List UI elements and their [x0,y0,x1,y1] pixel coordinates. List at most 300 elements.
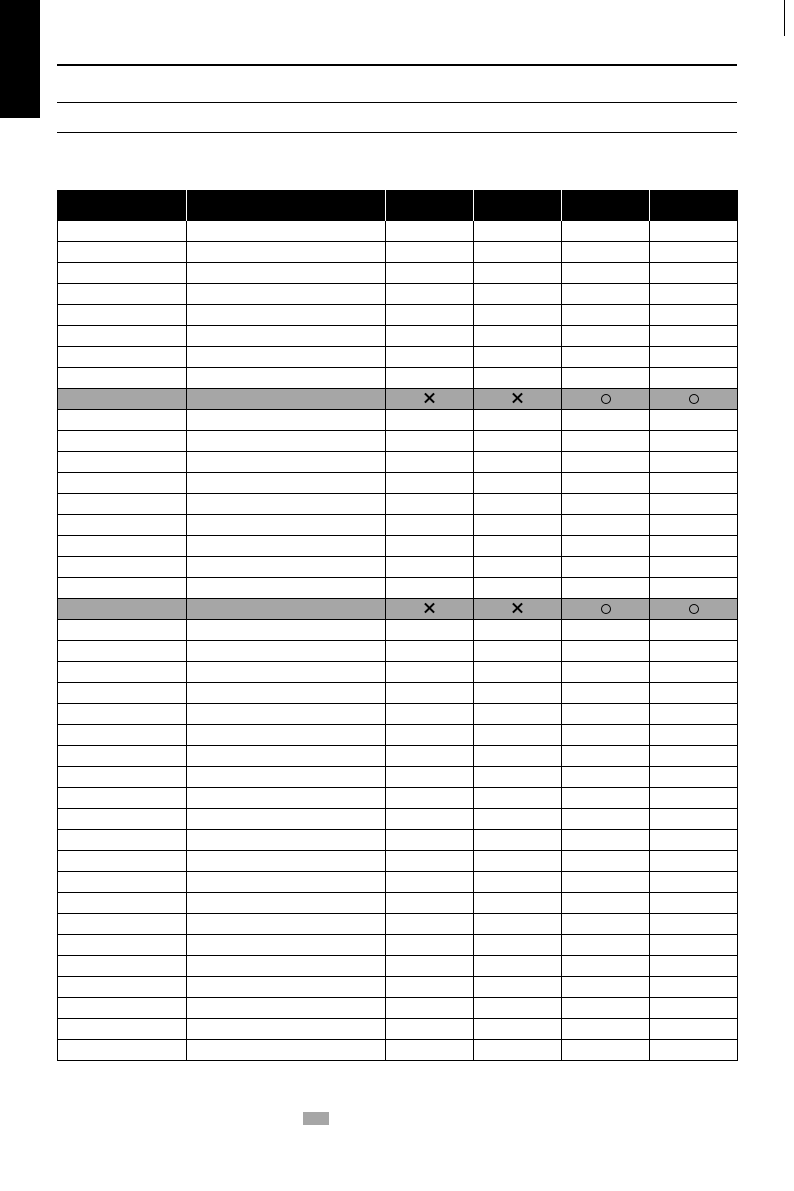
table-cell [386,578,474,599]
table-cell [650,977,738,998]
table-cell [386,914,474,935]
table-cell [187,578,386,599]
cross-icon [424,393,435,404]
table-cell [650,641,738,662]
table-cell [386,935,474,956]
header-rule-top [57,64,737,66]
table-row [58,578,738,599]
table-cell [187,284,386,305]
table-row [58,284,738,305]
table-cell [386,998,474,1019]
table-cell [562,893,650,914]
table-cell [187,641,386,662]
table-cell [58,368,187,389]
table-cell [187,704,386,725]
table-row [58,746,738,767]
table-cell [562,641,650,662]
table-row [58,263,738,284]
table-cell [187,473,386,494]
table-cell [187,221,386,242]
table-cell [650,704,738,725]
table-cell [187,263,386,284]
table-cell [474,767,562,788]
circle-icon [601,604,611,614]
table-cell [187,851,386,872]
table-row [58,305,738,326]
table-cell [474,683,562,704]
table-cell [187,662,386,683]
table-cell [650,830,738,851]
table-cell [386,872,474,893]
table-cell [562,914,650,935]
table-cell [562,830,650,851]
table-cell [187,914,386,935]
table-cell [474,221,562,242]
table-cell [187,347,386,368]
table-cell [474,305,562,326]
table-body [58,221,738,1061]
table-cell [187,893,386,914]
table-row [58,788,738,809]
table-cell [650,620,738,641]
table-cell [562,1040,650,1061]
table-row [58,725,738,746]
table-cell [650,851,738,872]
table-cell [386,368,474,389]
table-cell [562,284,650,305]
table-cell [386,599,474,620]
table-cell [187,725,386,746]
table-cell [650,599,738,620]
table-cell [562,935,650,956]
table-cell [58,242,187,263]
table-row [58,641,738,662]
table-cell [187,389,386,410]
table-cell [58,704,187,725]
table-cell [386,641,474,662]
table-cell [58,788,187,809]
cross-icon [512,393,523,404]
table-cell [386,536,474,557]
table-cell [187,494,386,515]
table-cell [474,620,562,641]
table-row [58,935,738,956]
table-cell [474,914,562,935]
table-row [58,851,738,872]
column-header-4 [474,190,562,221]
table-cell [474,809,562,830]
table-cell [58,557,187,578]
table-cell [650,725,738,746]
table-cell [474,599,562,620]
table-cell [386,704,474,725]
table-cell [386,473,474,494]
table-cell [58,494,187,515]
language-tab [0,0,40,118]
table-cell [187,368,386,389]
table-cell [562,788,650,809]
table-cell [386,452,474,473]
table-row [58,830,738,851]
table-row [58,956,738,977]
table-cell [187,977,386,998]
table-cell [58,452,187,473]
table-cell [474,410,562,431]
table-cell [386,725,474,746]
table-cell [187,956,386,977]
table-cell [562,326,650,347]
column-header-6 [650,190,738,221]
table-cell [187,599,386,620]
table-cell [562,767,650,788]
table-cell [187,410,386,431]
table-cell [58,851,187,872]
table-cell [650,536,738,557]
table-cell [650,473,738,494]
circle-icon [689,394,699,404]
table-cell [58,221,187,242]
table-cell [386,662,474,683]
column-header-1 [58,190,187,221]
table-cell [650,662,738,683]
table-cell [58,977,187,998]
table-cell [187,809,386,830]
table-cell [650,263,738,284]
table-cell [58,536,187,557]
table-cell [562,1019,650,1040]
table-cell [474,851,562,872]
table-cell [650,956,738,977]
table-cell [562,662,650,683]
table-cell [474,872,562,893]
table-row [58,389,738,410]
table-cell [562,599,650,620]
header-rule-middle [57,102,737,103]
table-cell [474,578,562,599]
table-cell [562,473,650,494]
table-cell [474,326,562,347]
table-cell [187,620,386,641]
table-cell [562,515,650,536]
table-cell [187,746,386,767]
table-row [58,977,738,998]
table-cell [650,452,738,473]
table-row [58,221,738,242]
table-cell [386,494,474,515]
table-cell [474,1040,562,1061]
table-cell [187,830,386,851]
table-cell [562,557,650,578]
table-cell [58,893,187,914]
table-row [58,515,738,536]
column-header-2 [187,190,386,221]
table-cell [562,536,650,557]
table-cell [650,1040,738,1061]
table-cell [562,410,650,431]
table-cell [474,746,562,767]
table-row [58,347,738,368]
table-cell [650,410,738,431]
table-cell [58,515,187,536]
table-cell [58,431,187,452]
table-cell [562,494,650,515]
table-cell [386,326,474,347]
table-cell [58,1040,187,1061]
table-cell [386,263,474,284]
table-cell [650,872,738,893]
table-cell [474,515,562,536]
table-cell [562,977,650,998]
table-cell [58,284,187,305]
table-row [58,809,738,830]
table-cell [187,515,386,536]
table-row [58,1019,738,1040]
table-cell [562,452,650,473]
table-cell [650,809,738,830]
table-cell [58,746,187,767]
table-cell [562,368,650,389]
table-cell [58,389,187,410]
table-cell [187,557,386,578]
table-cell [58,830,187,851]
table-cell [58,641,187,662]
table-cell [386,851,474,872]
table-row [58,599,738,620]
header-rule-bottom [57,132,737,133]
table-cell [58,305,187,326]
table-cell [187,452,386,473]
table-cell [386,431,474,452]
table-cell [474,704,562,725]
table-cell [187,998,386,1019]
table-cell [650,914,738,935]
table-cell [650,284,738,305]
table-row [58,872,738,893]
table-cell [58,914,187,935]
table-cell [58,347,187,368]
table-cell [386,557,474,578]
specification-table [57,190,738,1061]
table-cell [650,557,738,578]
table-cell [386,767,474,788]
table-cell [474,725,562,746]
table-cell [474,452,562,473]
table-cell [386,284,474,305]
table-cell [562,221,650,242]
table-row [58,620,738,641]
table-cell [650,998,738,1019]
table-cell [58,263,187,284]
table-cell [562,872,650,893]
table-cell [386,893,474,914]
table-cell [386,1040,474,1061]
table-cell [650,746,738,767]
table-row [58,473,738,494]
table-cell [58,725,187,746]
table-cell [187,872,386,893]
table-cell [562,851,650,872]
table-cell [650,935,738,956]
table-cell [187,305,386,326]
circle-icon [689,604,699,614]
table-cell [474,893,562,914]
column-header-3 [386,190,474,221]
table-cell [187,767,386,788]
table-cell [474,536,562,557]
table-cell [386,809,474,830]
table-row [58,536,738,557]
table-cell [187,788,386,809]
table-cell [58,410,187,431]
table-cell [386,410,474,431]
table-cell [562,620,650,641]
table-cell [474,956,562,977]
table-cell [562,578,650,599]
table-row [58,1040,738,1061]
table-cell [386,746,474,767]
crop-mark [784,0,785,36]
table-row [58,326,738,347]
table-cell [474,1019,562,1040]
table-cell [650,389,738,410]
table-cell [187,431,386,452]
table-cell [474,284,562,305]
table-cell [650,767,738,788]
table-cell [58,473,187,494]
table-cell [58,326,187,347]
table-cell [474,830,562,851]
table-cell [562,704,650,725]
table-cell [650,515,738,536]
table-cell [474,662,562,683]
table-cell [386,347,474,368]
table-cell [386,830,474,851]
table-cell [58,578,187,599]
table-cell [58,956,187,977]
table-cell [562,305,650,326]
table-cell [562,998,650,1019]
table-row [58,914,738,935]
table-cell [650,305,738,326]
table-cell [58,599,187,620]
table-row [58,767,738,788]
table-header-row [58,190,738,221]
table-cell [474,998,562,1019]
table-cell [650,368,738,389]
table-cell [650,683,738,704]
table-cell [187,935,386,956]
table-cell [562,725,650,746]
table-cell [474,368,562,389]
table-cell [474,431,562,452]
table-cell [58,935,187,956]
table-cell [474,473,562,494]
table-cell [386,389,474,410]
table-cell [474,788,562,809]
table-cell [386,620,474,641]
table-cell [474,494,562,515]
table-cell [562,242,650,263]
table-cell [58,662,187,683]
table-cell [650,893,738,914]
table-cell [474,557,562,578]
table-cell [386,788,474,809]
table-cell [187,683,386,704]
table-cell [650,347,738,368]
table-row [58,431,738,452]
table-cell [386,683,474,704]
table-cell [650,1019,738,1040]
table-row [58,893,738,914]
table-row [58,368,738,389]
page-number-box [303,1112,329,1125]
table-cell [187,242,386,263]
table-cell [474,263,562,284]
table-cell [562,746,650,767]
column-header-5 [562,190,650,221]
table-cell [650,242,738,263]
table-cell [386,305,474,326]
table-cell [386,977,474,998]
table-cell [58,809,187,830]
table-cell [562,809,650,830]
table-row [58,410,738,431]
table-cell [562,683,650,704]
table-cell [562,347,650,368]
table-cell [386,221,474,242]
table-cell [650,326,738,347]
cross-icon [512,603,523,614]
table-cell [562,263,650,284]
table-cell [474,242,562,263]
table-cell [474,641,562,662]
table-cell [474,389,562,410]
table-cell [650,431,738,452]
table-cell [58,998,187,1019]
table-cell [562,389,650,410]
table-row [58,242,738,263]
table-cell [562,431,650,452]
table-cell [58,767,187,788]
cross-icon [424,603,435,614]
table-row [58,557,738,578]
table-row [58,998,738,1019]
table-row [58,662,738,683]
table-cell [650,494,738,515]
table-cell [187,536,386,557]
table-cell [58,1019,187,1040]
table-row [58,452,738,473]
table-cell [474,935,562,956]
table-cell [187,1019,386,1040]
table-cell [474,347,562,368]
table-cell [386,1019,474,1040]
table-cell [58,872,187,893]
table-cell [386,956,474,977]
table-cell [187,1040,386,1061]
table-cell [386,515,474,536]
table-cell [562,956,650,977]
table-cell [386,242,474,263]
table-row [58,494,738,515]
table-cell [650,221,738,242]
table-row [58,704,738,725]
table-cell [650,578,738,599]
table-cell [187,326,386,347]
table-cell [58,683,187,704]
table-cell [58,620,187,641]
table-row [58,683,738,704]
